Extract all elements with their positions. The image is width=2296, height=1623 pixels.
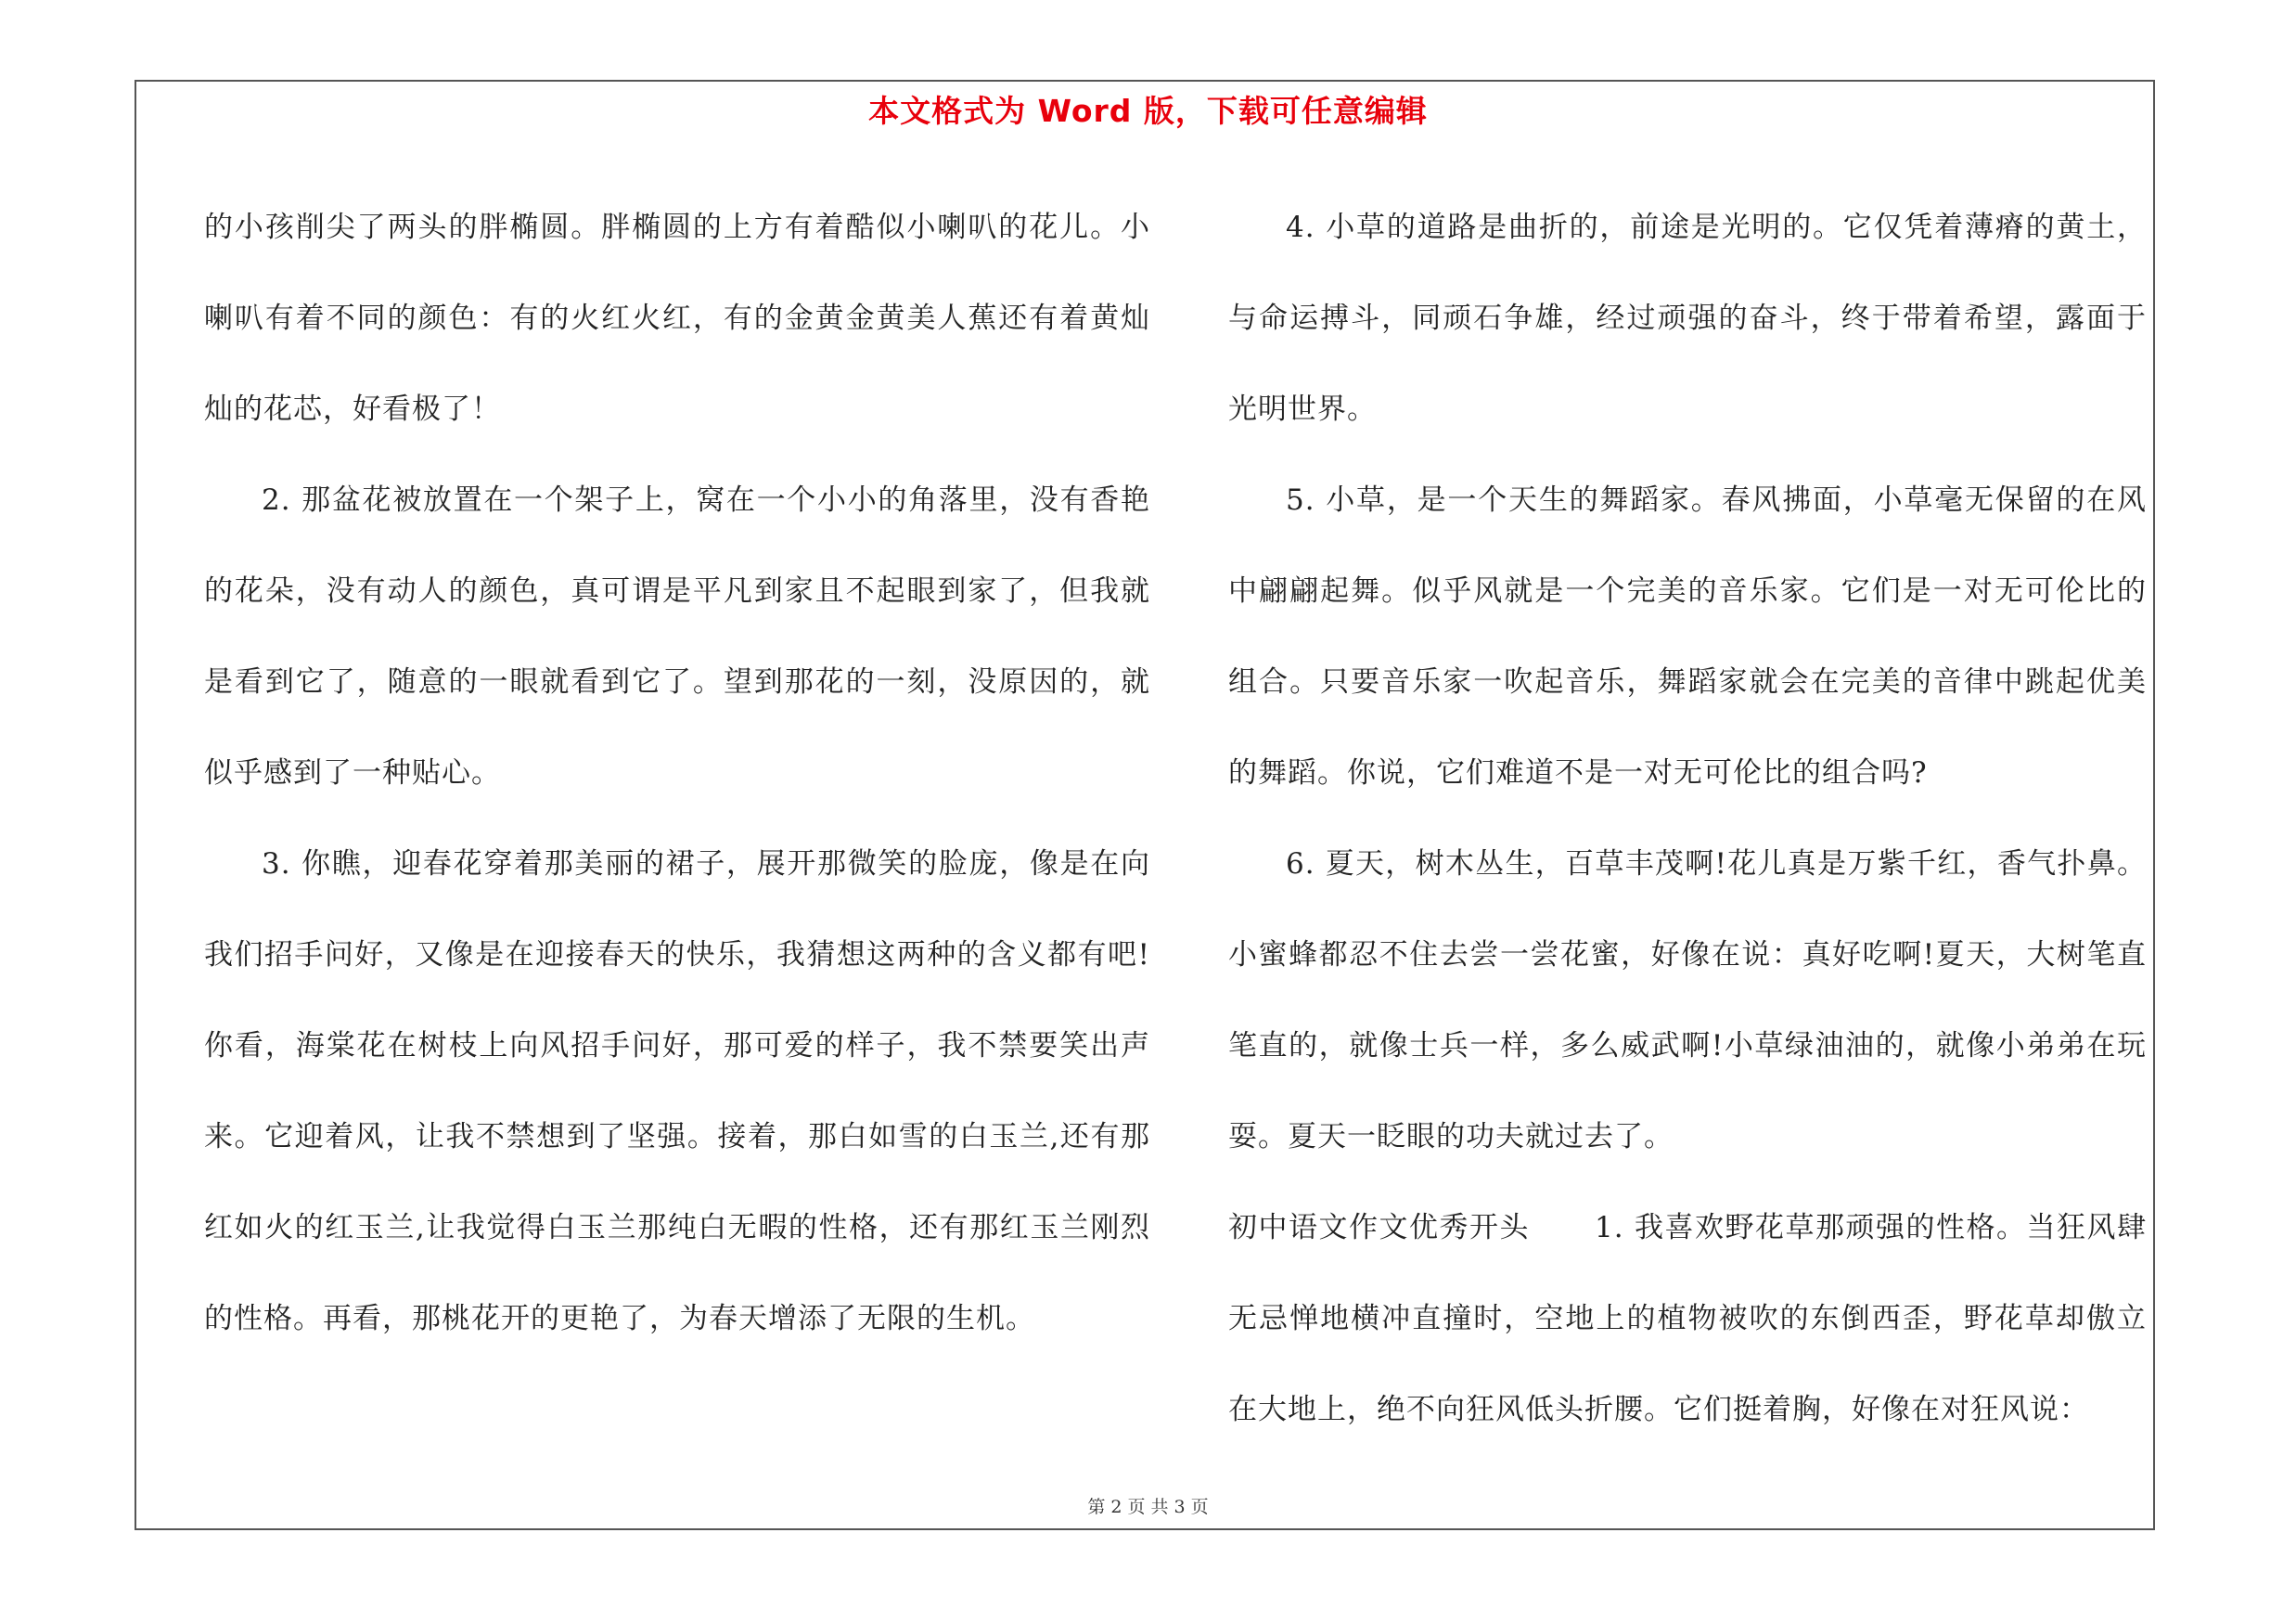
paragraph-4: 4. 小草的道路是曲折的，前途是光明的。它仅凭着薄瘠的黄土，与命运搏斗，同顽石争雄，经过顽强的奋斗，终于带着希望，露面于光明世界。: [1228, 211, 2147, 426]
paragraph-continuation: 的小孩削尖了两头的胖椭圆。胖椭圆的上方有着酷似小喇叭的花儿。小喇叭有着不同的颜色：有的火红火红，有的金黄金黄美人蕉还有着黄灿灿的花芯，好看极了！: [204, 211, 1150, 426]
page-number: 第 2 页 共 3 页: [1087, 1497, 1209, 1517]
right-column: [1228, 182, 2147, 1455]
section-heading: 初中语文作文优秀开头: [1228, 1211, 1531, 1244]
paragraph-5: 5. 小草，是一个天生的舞蹈家。春风拂面，小草毫无保留的在风中翩翩起舞。似乎风就是一个完美的音乐家。它们是一对无可伦比的组合。只要音乐家一吹起音乐，舞蹈家就会在完美的音律中跳起优美的舞蹈。你说，它们难道不是一对无可伦比的组合吗?: [1228, 483, 2147, 790]
paragraph-2: 2. 那盆花被放置在一个架子上，窝在一个小小的角落里，没有香艳的花朵，没有动人的颜色，真可谓是平凡到家且不起眼到家了，但我就是看到它了，随意的一眼就看到它了。望到那花的一刻，没原因的，就似乎感到了一种贴心。: [204, 483, 1150, 790]
section-block: [1228, 1182, 2147, 1455]
paragraph-3: 3. 你瞧，迎春花穿着那美丽的裙子，展开那微笑的脸庞，像是在向我们招手问好，又像是在迎接春天的快乐，我猜想这两种的含义都有吧!你看，海棠花在树枝上向风招手问好，那可爱的样子，我不禁要笑出声来。它迎着风，让我不禁想到了坚强。接着，那白如雪的白玉兰,还有那红如火的红玉兰,让我觉得白玉兰那纯白无暇的性格，还有那红玉兰刚烈的性格。再看，那桃花开的更艳了，为春天增添了无限的生机。: [204, 847, 1150, 1335]
format-banner: 本文格式为 Word 版，下载可任意编辑: [868, 93, 1428, 129]
left-column: [204, 182, 1150, 1364]
paragraph-6: 6. 夏天，树木丛生，百草丰茂啊!花儿真是万紫千红，香气扑鼻。小蜜蜂都忍不住去尝一尝花蜜，好像在说：真好吃啊!夏天，大树笔直笔直的，就像士兵一样，多么威武啊!小草绿油油的，就像小弟弟在玩耍。夏天一眨眼的功夫就过去了。: [1228, 847, 2147, 1153]
section-paragraph-1: 1. 我喜欢野花草那顽强的性格。当狂风肆无忌惮地横冲直撞时，空地上的植物被吹的东倒西歪，野花草却傲立在大地上，绝不向狂风低头折腰。它们挺着胸，好像在对狂风说：: [1228, 1211, 2148, 1426]
